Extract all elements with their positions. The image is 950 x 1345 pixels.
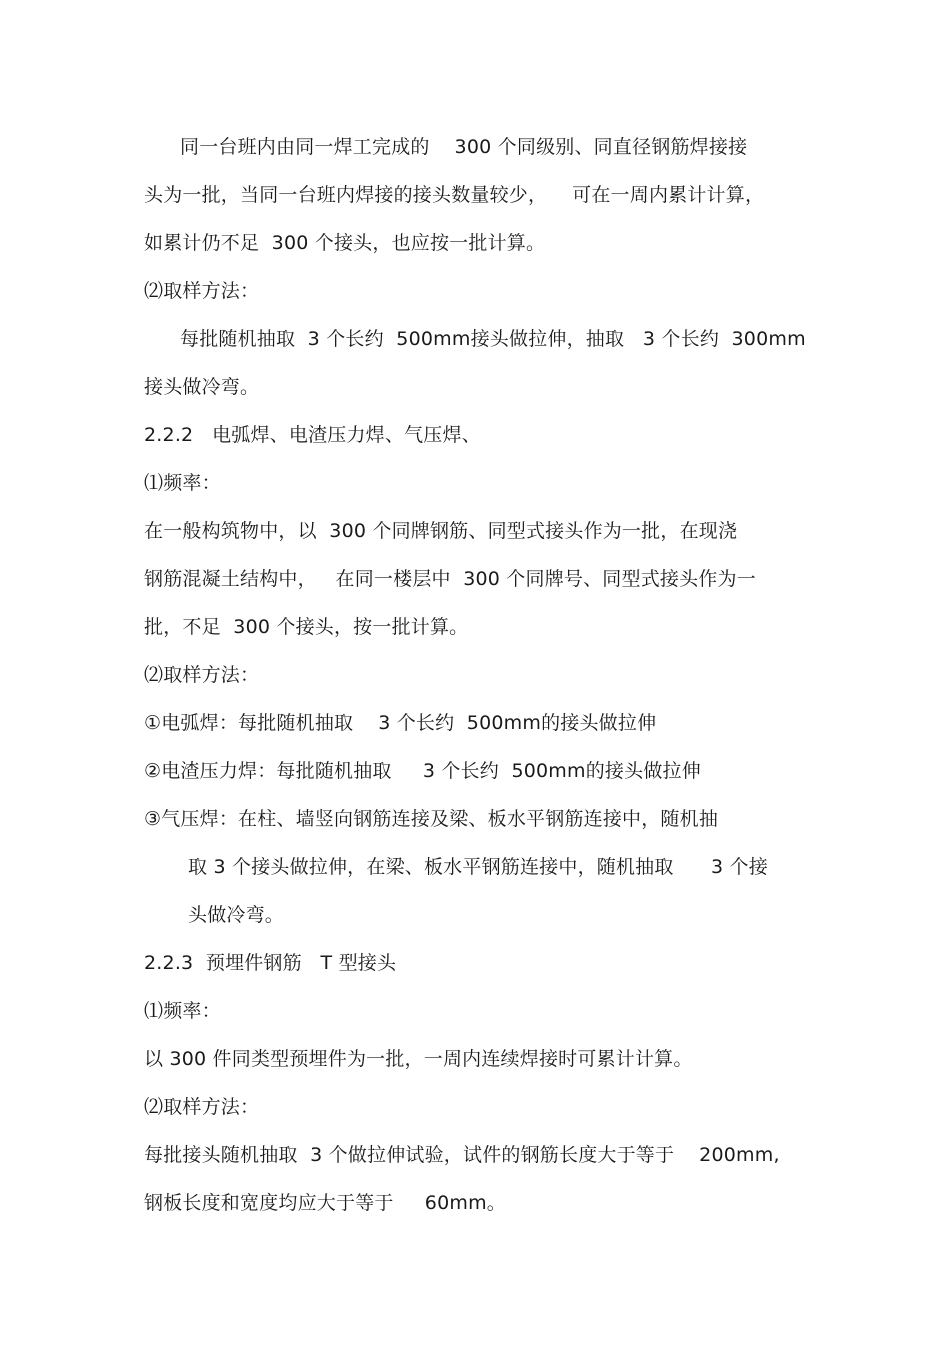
section-heading: 2.2.2 电弧焊、电渣压力焊、气压焊、: [144, 424, 481, 446]
text-line: 头为一批，当同一台班内焊接的接头数量较少， 可在一周内累计计算，: [144, 184, 765, 206]
text-line: ⑵取样方法：: [144, 1096, 260, 1118]
text-line: 每批随机抽取 3 个长约 500mm接头做拉伸，抽取 3 个长约 300mm: [180, 328, 806, 350]
section-heading: 2.2.3 预埋件钢筋 T 型接头: [144, 952, 397, 974]
text-line: ③气压焊：在柱、墙竖向钢筋连接及梁、板水平钢筋连接中，随机抽: [144, 808, 719, 830]
text-line: 在一般构筑物中，以 300 个同牌钢筋、同型式接头作为一批，在现浇: [144, 520, 738, 542]
text-line: 以 300 件同类型预埋件为一批，一周内连续焊接时可累计计算。: [144, 1048, 693, 1070]
text-line: ②电渣压力焊：每批随机抽取 3 个长约 500mm的接头做拉伸: [144, 760, 701, 782]
text-line: 接头做冷弯。: [144, 376, 260, 398]
text-line: 如累计仍不足 300 个接头，也应按一批计算。: [144, 232, 546, 254]
text-line: 头做冷弯。: [188, 904, 285, 926]
text-line: ⑵取样方法：: [144, 280, 260, 302]
text-line: 取 3 个接头做拉伸，在梁、板水平钢筋连接中，随机抽取 3 个接: [188, 856, 768, 878]
text-line: 钢筋混凝土结构中， 在同一楼层中 300 个同牌号、同型式接头作为一: [144, 568, 756, 590]
text-line: ①电弧焊：每批随机抽取 3 个长约 500mm的接头做拉伸: [144, 712, 657, 734]
text-line: 同一台班内由同一焊工完成的 300 个同级别、同直径钢筋焊接接: [180, 136, 748, 158]
text-line: 每批接头随机抽取 3 个做拉伸试验，试件的钢筋长度大于等于 200mm,: [144, 1144, 780, 1166]
text-line: 批，不足 300 个接头，按一批计算。: [144, 616, 469, 638]
text-line: ⑵取样方法：: [144, 664, 260, 686]
text-line: ⑴频率：: [144, 1000, 221, 1022]
text-line: ⑴频率：: [144, 472, 221, 494]
text-line: 钢板长度和宽度均应大于等于 60mm。: [144, 1192, 506, 1214]
